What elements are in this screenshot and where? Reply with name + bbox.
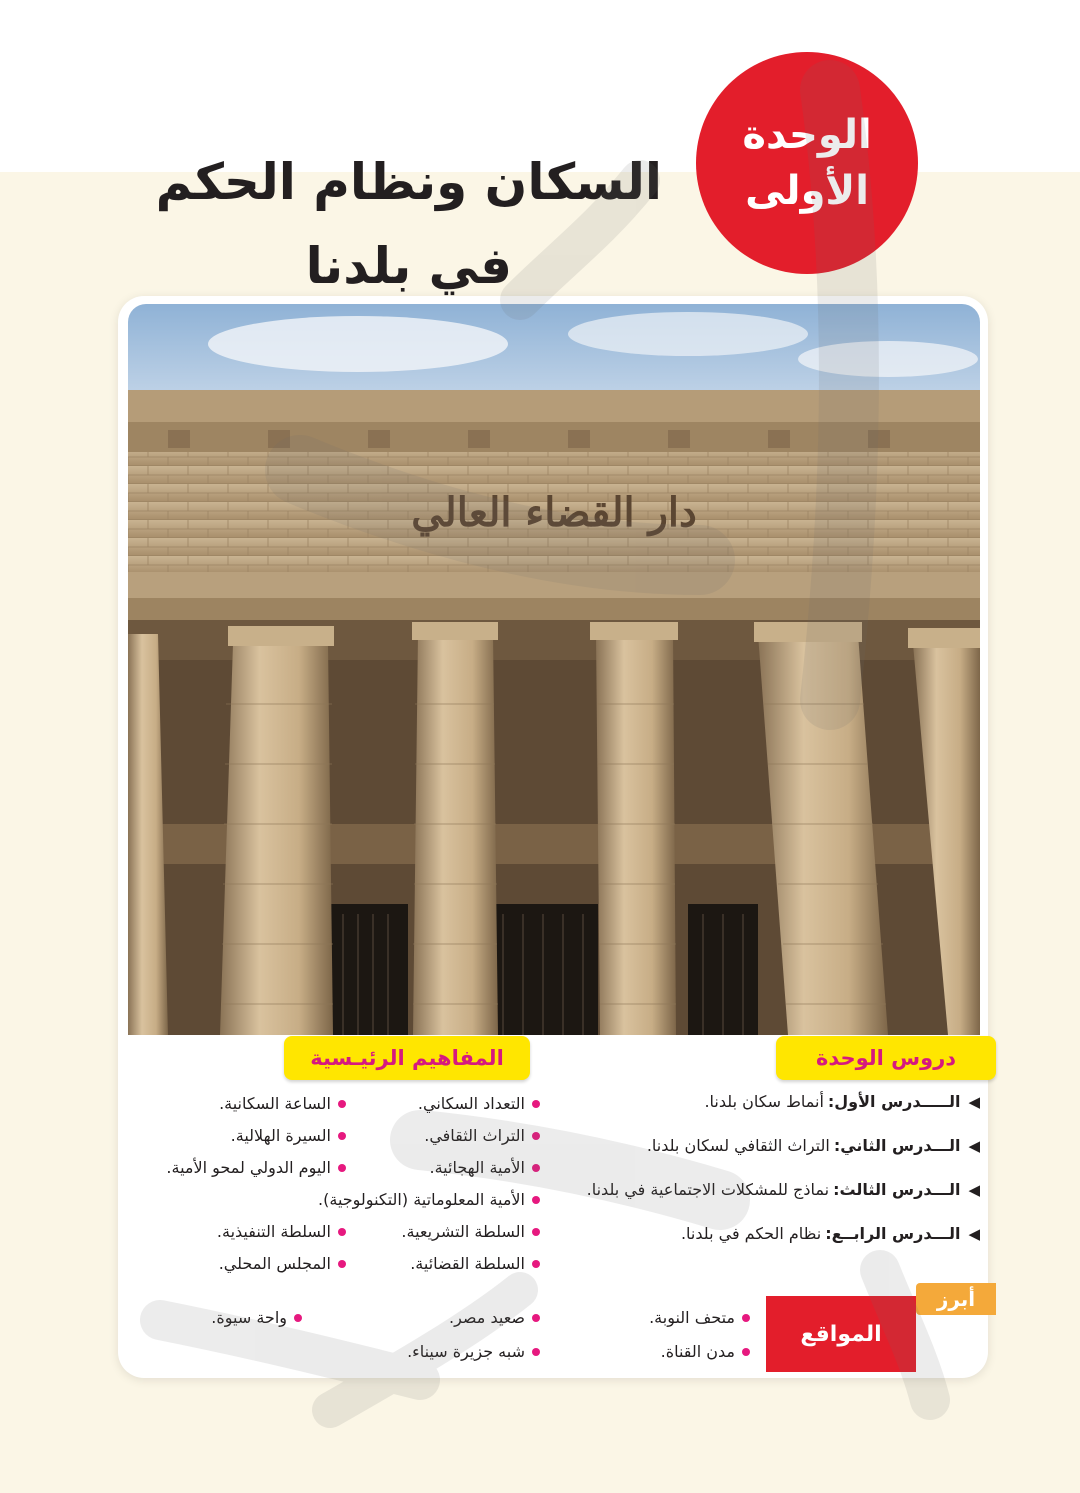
magenta-dot-icon [532, 1348, 540, 1356]
magenta-dot-icon [338, 1260, 346, 1268]
magenta-dot-icon [338, 1100, 346, 1108]
concept-item: اليوم الدولي لمحو الأمية. [166, 1158, 346, 1177]
site-item: شبه جزيرة سيناء. [407, 1342, 540, 1361]
lesson-item-3 [587, 1180, 980, 1199]
sites-tag: أبرز [916, 1283, 996, 1315]
site-item: متحف النوبة. [649, 1308, 750, 1327]
magenta-dot-icon [338, 1164, 346, 1172]
concept-item: الأمية المعلوماتية (التكنولوجية). [318, 1190, 540, 1209]
lesson-item-1 [704, 1092, 980, 1111]
concept-item: الساعة السكانية. [219, 1094, 346, 1113]
concept-item: السيرة الهلالية. [231, 1126, 346, 1145]
magenta-dot-icon [532, 1260, 540, 1268]
lessons-heading: دروس الوحدة [815, 1046, 957, 1070]
magenta-dot-icon [532, 1132, 540, 1140]
concept-item: السلطة التشريعية. [401, 1222, 540, 1241]
magenta-dot-icon [532, 1314, 540, 1322]
concept-item: المجلس المحلي. [219, 1254, 346, 1273]
lesson-text: التراث الثقافي لسكان بلدنا. [646, 1136, 830, 1155]
lessons-heading-pill [776, 1036, 996, 1080]
page-title [156, 140, 662, 308]
lessons-list [540, 1090, 980, 1250]
triangle-left-icon: ◀ [968, 1180, 980, 1199]
lesson-label: الـــــدرس الأول: [827, 1092, 961, 1111]
magenta-dot-icon [338, 1132, 346, 1140]
concept-item: السلطة التنفيذية. [217, 1222, 346, 1241]
lesson-text: نماذج للمشكلات الاجتماعية في بلدنا. [586, 1180, 830, 1199]
magenta-dot-icon [742, 1314, 750, 1322]
unit-badge-line-1: الوحدة [742, 112, 872, 158]
magenta-dot-icon [294, 1314, 302, 1322]
lesson-item-2 [647, 1136, 980, 1155]
concept-item: الأمية الهجائية. [430, 1158, 540, 1177]
magenta-dot-icon [532, 1100, 540, 1108]
lesson-text: أنماط سكان بلدنا. [704, 1092, 824, 1111]
concepts-heading-pill [284, 1036, 530, 1080]
lesson-text: نظام الحكم في بلدنا. [680, 1224, 822, 1243]
site-item: صعيد مصر. [449, 1308, 540, 1327]
lesson-label: الـــدرس الرابــع: [825, 1224, 961, 1243]
sites-list [190, 1306, 750, 1366]
magenta-dot-icon [338, 1228, 346, 1236]
concepts-heading: المفاهيم الرئيـسية [310, 1046, 504, 1070]
triangle-left-icon: ◀ [968, 1224, 980, 1243]
courthouse-photo [128, 304, 980, 1035]
sites-label: المواقع [766, 1296, 916, 1372]
site-item: واحة سيوة. [211, 1308, 302, 1327]
concepts-list [120, 1090, 540, 1280]
lesson-label: الـــدرس الثاني: [833, 1136, 961, 1155]
lesson-label: الـــدرس الثالث: [833, 1180, 961, 1199]
concept-item: السلطة القضائية. [410, 1254, 540, 1273]
page-title-line-1: السكان ونظام الحكم [155, 153, 662, 211]
concept-item: التعداد السكاني. [418, 1094, 540, 1113]
magenta-dot-icon [532, 1228, 540, 1236]
unit-badge-line-2: الأولى [745, 168, 869, 214]
triangle-left-icon: ◀ [968, 1092, 980, 1111]
magenta-dot-icon [532, 1164, 540, 1172]
concept-item: التراث الثقافي. [424, 1126, 540, 1145]
page-title-line-2: في بلدنا [305, 237, 512, 295]
unit-badge [696, 52, 918, 274]
magenta-dot-icon [532, 1196, 540, 1204]
site-item: مدن القناة. [661, 1342, 750, 1361]
courthouse-inscription: دار القضاء العالي [411, 489, 697, 536]
triangle-left-icon: ◀ [968, 1136, 980, 1155]
magenta-dot-icon [742, 1348, 750, 1356]
lesson-item-4 [681, 1224, 980, 1243]
